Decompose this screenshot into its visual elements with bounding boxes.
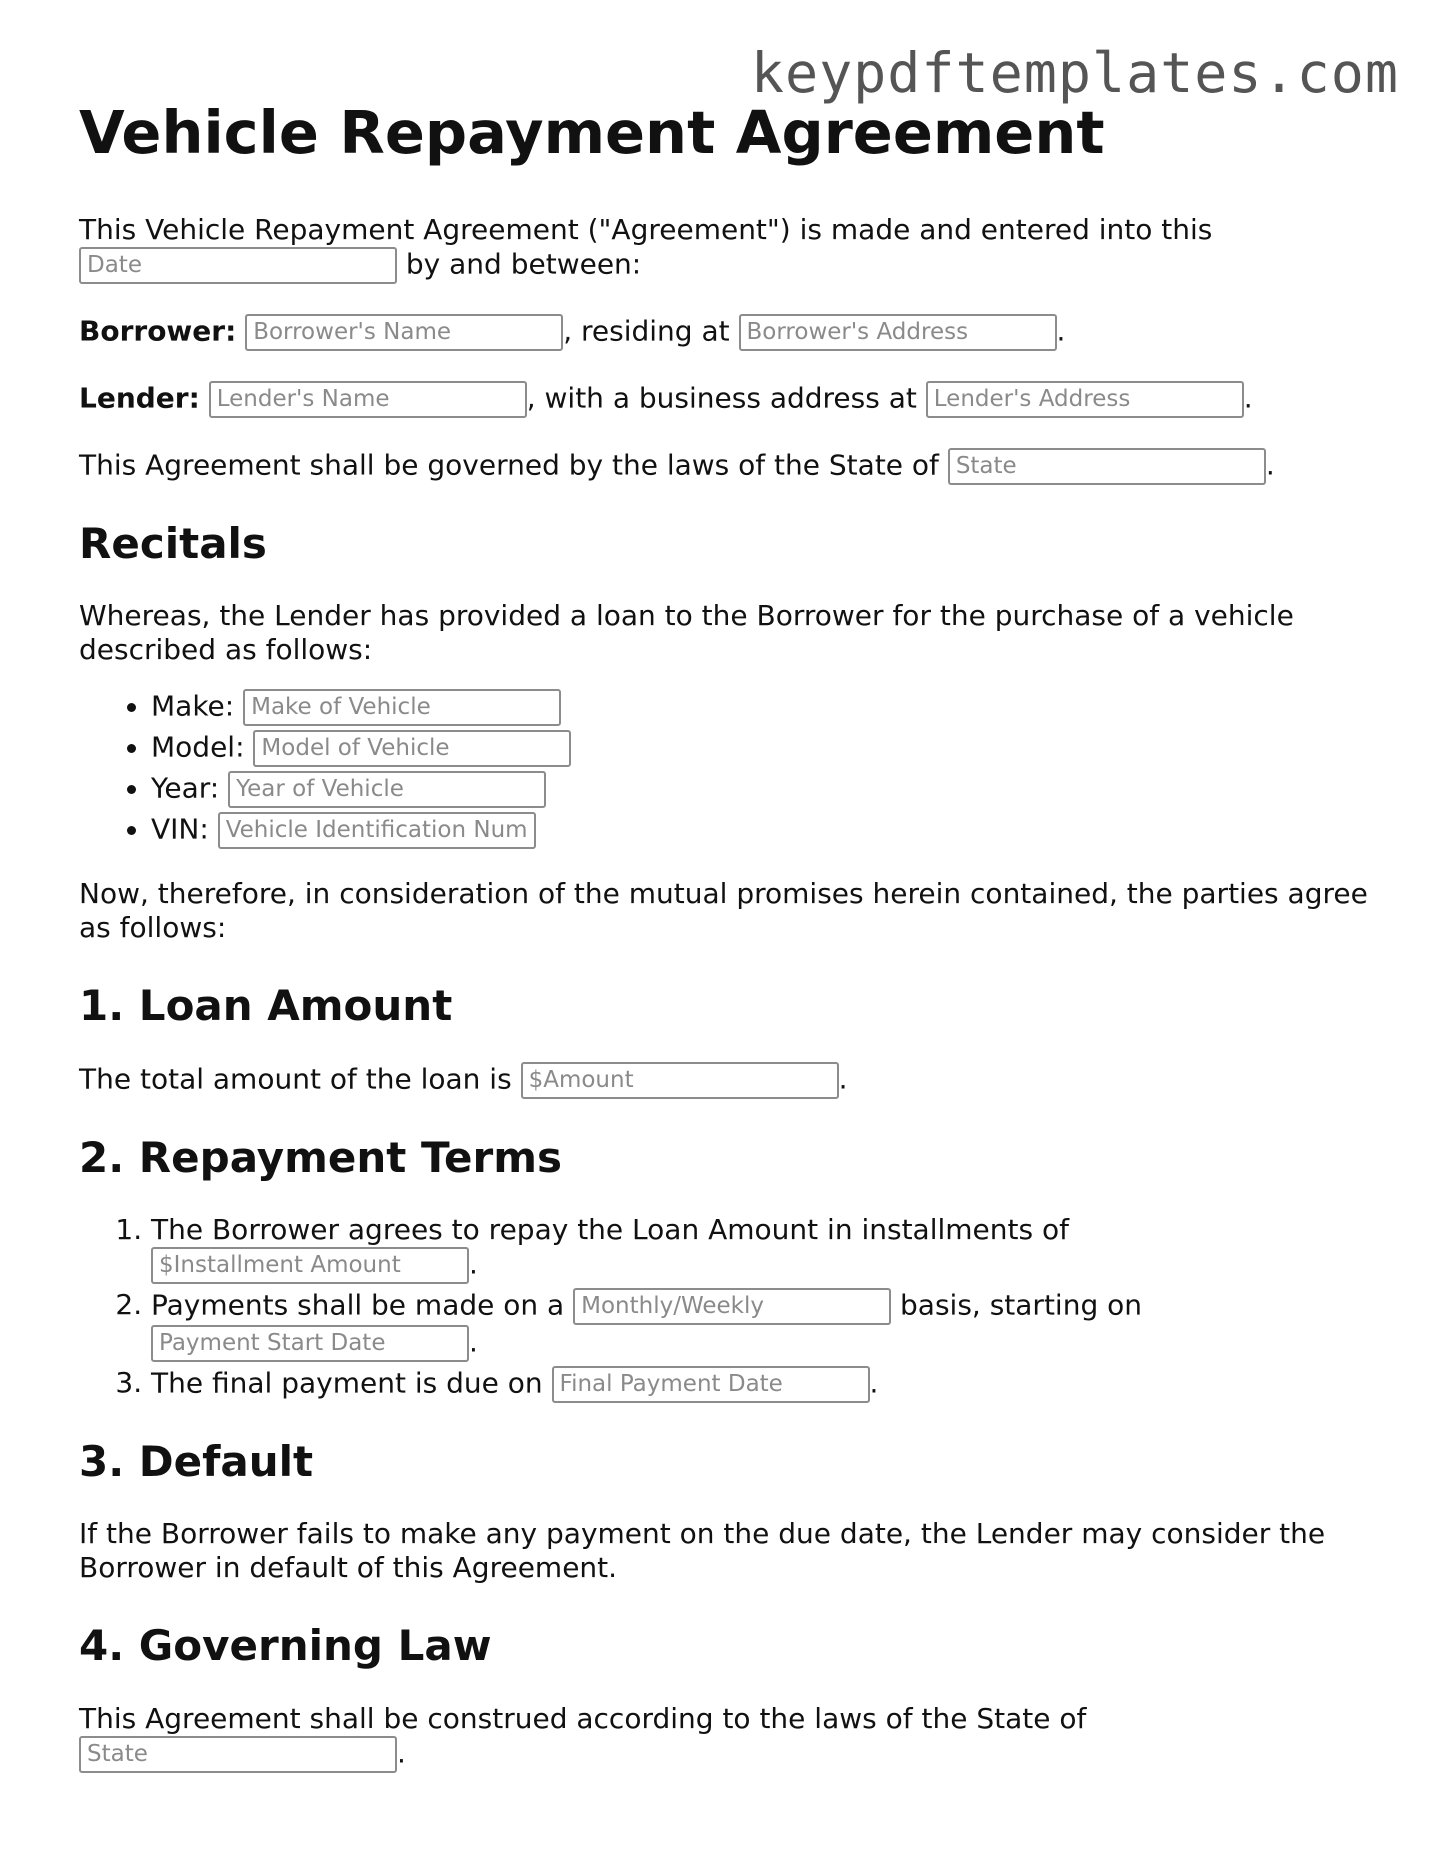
year-field[interactable]: Year of Vehicle (228, 771, 546, 808)
borrower-address-field[interactable]: Borrower's Address (739, 314, 1057, 351)
lender-business-text: , with a business address at (526, 381, 917, 415)
now-therefore-paragraph: Now, therefore, in consideration of the mutual promises herein contained, the parties agree as follows: (79, 877, 1368, 945)
list-item-final-payment (151, 1366, 1379, 1403)
installments-end: . (469, 1247, 478, 1281)
loan-amount-end: . (838, 1062, 848, 1096)
borrower-residing-text: , residing at (563, 314, 730, 348)
governing-law-paragraph (79, 1702, 1379, 1773)
watermark: keypdftemplates.com (750, 41, 1399, 105)
payment-start-date-field[interactable]: Payment Start Date (151, 1325, 469, 1362)
lender-end: . (1243, 381, 1253, 415)
final-payment-text: The final payment is due on (151, 1366, 543, 1400)
repayment-terms-heading: 2. Repayment Terms (79, 1132, 562, 1182)
loan-amount-heading: 1. Loan Amount (79, 981, 453, 1031)
lender-address-field[interactable]: Lender's Address (926, 381, 1244, 418)
intro-paragraph (79, 213, 1379, 284)
lender-line (79, 381, 1379, 418)
vehicle-details-list (79, 689, 1379, 849)
governing-intro-line (79, 448, 1379, 485)
year-label: Year: (151, 771, 220, 805)
borrower-label: Borrower: (79, 314, 237, 348)
governing-law-end: . (397, 1736, 406, 1770)
payment-basis-end: . (469, 1325, 478, 1359)
vin-field[interactable]: Vehicle Identification Num (218, 812, 536, 849)
default-heading: 3. Default (79, 1436, 314, 1486)
borrower-line (79, 314, 1379, 351)
model-label: Model: (151, 730, 245, 764)
date-field[interactable]: Date (79, 247, 397, 284)
governing-state-field[interactable]: State (948, 448, 1266, 485)
vin-label: VIN: (151, 812, 209, 846)
payment-frequency-field[interactable]: Monthly/Weekly (573, 1288, 891, 1325)
installments-text: The Borrower agrees to repay the Loan Amount in installments of (151, 1212, 1069, 1246)
governing-law-text: This Agreement shall be construed according to the laws of the State of (79, 1701, 1087, 1735)
borrower-name-field[interactable]: Borrower's Name (245, 314, 563, 351)
lender-label: Lender: (79, 381, 200, 415)
payment-basis-text: Payments shall be made on a (151, 1288, 565, 1322)
model-field[interactable]: Model of Vehicle (253, 730, 571, 767)
recitals-heading: Recitals (79, 518, 267, 568)
make-field[interactable]: Make of Vehicle (243, 689, 561, 726)
list-item-installments (151, 1213, 1379, 1284)
list-item-year (151, 771, 1379, 808)
whereas-paragraph: Whereas, the Lender has provided a loan to the Borrower for the purchase of a vehicle described as follows: (79, 599, 1294, 667)
make-label: Make: (151, 689, 235, 723)
governing-law-state-field[interactable]: State (79, 1736, 397, 1773)
borrower-end: . (1056, 314, 1066, 348)
intro-text: This Vehicle Repayment Agreement ("Agreement") is made and entered into this (79, 212, 1213, 246)
loan-amount-line (79, 1062, 1379, 1099)
payment-basis-mid: basis, starting on (900, 1288, 1142, 1322)
final-payment-date-field[interactable]: Final Payment Date (552, 1366, 870, 1403)
agreement-document (79, 98, 1379, 1773)
governing-intro-end: . (1265, 448, 1275, 482)
installment-amount-field[interactable]: $Installment Amount (151, 1247, 469, 1284)
list-item-payment-basis (151, 1288, 1379, 1362)
governing-intro-text: This Agreement shall be governed by the laws of the State of (79, 448, 939, 482)
intro-text-after: by and between: (405, 247, 642, 281)
loan-amount-field[interactable]: $Amount (521, 1062, 839, 1099)
list-item-vin (151, 812, 1379, 849)
loan-amount-text: The total amount of the loan is (79, 1062, 512, 1096)
governing-law-heading: 4. Governing Law (79, 1621, 492, 1671)
lender-name-field[interactable]: Lender's Name (209, 381, 527, 418)
list-item-make (151, 689, 1379, 726)
repayment-terms-list (79, 1213, 1379, 1403)
page-title: Vehicle Repayment Agreement (79, 98, 1105, 167)
list-item-model (151, 730, 1379, 767)
final-payment-end: . (869, 1366, 879, 1400)
default-paragraph: If the Borrower fails to make any payment on the due date, the Lender may consider the Borrower in default of this Agreement. (79, 1517, 1326, 1585)
